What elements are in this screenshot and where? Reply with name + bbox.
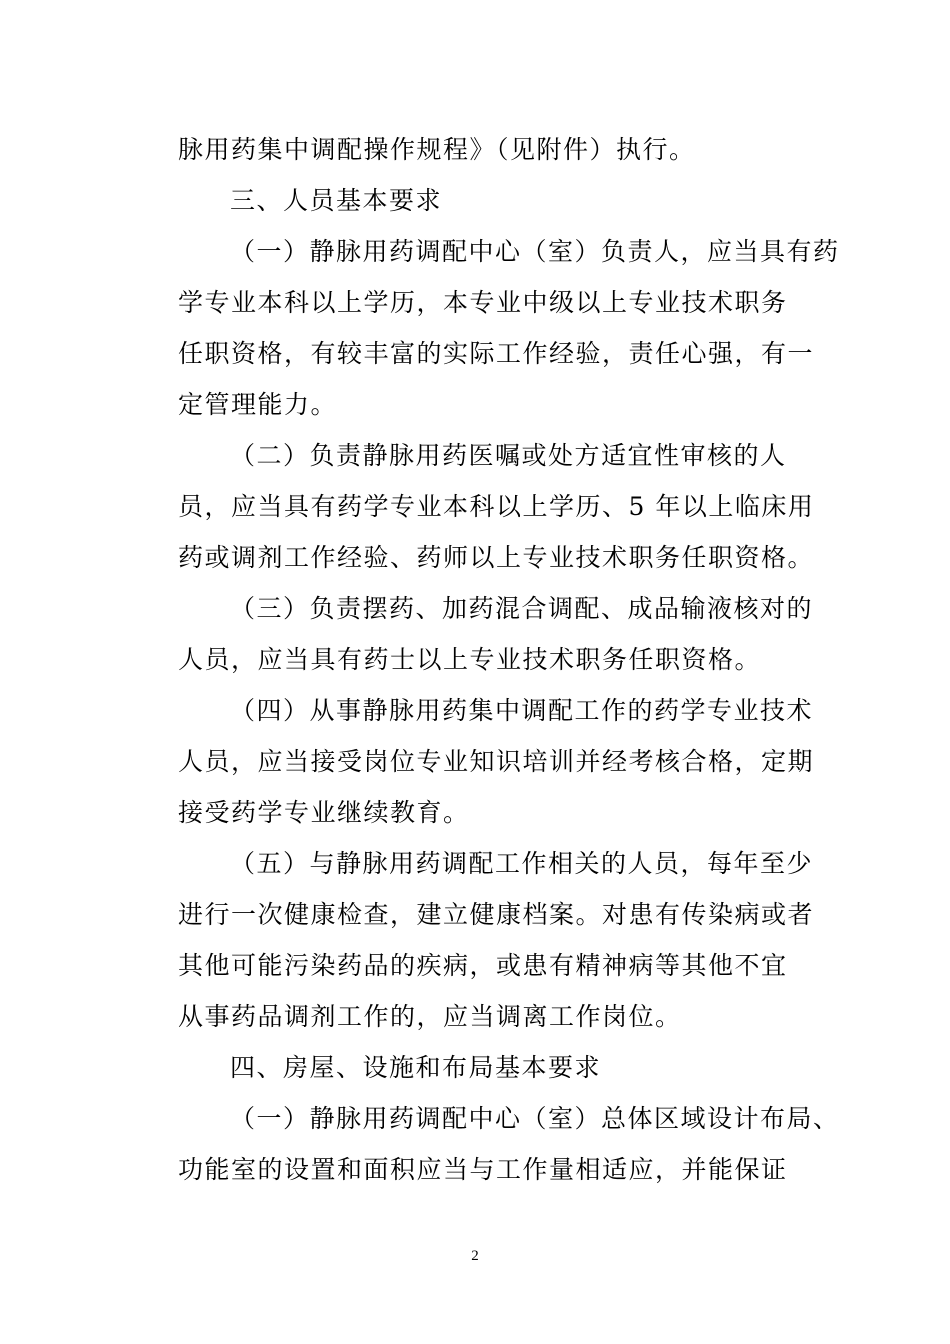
text-line: 人员，应当接受岗位专业知识培训并经考核合格，定期	[178, 747, 815, 776]
text-line: （一）静脉用药调配中心（室）总体区域设计布局、	[230, 1104, 840, 1133]
section-heading: 四、房屋、设施和布局基本要求	[230, 1053, 602, 1082]
text-line: 脉用药集中调配操作规程》（见附件）执行。	[178, 135, 696, 164]
text-line: 接受药学专业继续教育。	[178, 798, 470, 827]
text-line: （二）负责静脉用药医嘱或处方适宜性审核的人	[230, 441, 787, 470]
text-line: 人员，应当具有药士以上专业技术职务任职资格。	[178, 645, 762, 674]
text-line: （一）静脉用药调配中心（室）负责人，应当具有药	[230, 237, 840, 266]
text-line: （三）负责摆药、加药混合调配、成品输液核对的	[230, 594, 814, 623]
text-line: 员，应当具有药学专业本科以上学历、5 年以上临床用	[178, 492, 815, 521]
text-line: （四）从事静脉用药集中调配工作的药学专业技术	[230, 696, 814, 725]
text-line: 学专业本科以上学历，本专业中级以上专业技术职务	[178, 288, 788, 317]
page-number: 2	[471, 1248, 479, 1264]
text-line: 药或调剂工作经验、药师以上专业技术职务任职资格。	[178, 543, 815, 572]
text-line: 功能室的设置和面积应当与工作量相适应，并能保证	[178, 1155, 788, 1184]
text-line: 其他可能污染药品的疾病，或患有精神病等其他不宜	[178, 951, 788, 980]
text-line: 任职资格，有较丰富的实际工作经验，责任心强，有一	[178, 339, 815, 368]
text-line: 进行一次健康检查，建立健康档案。对患有传染病或者	[178, 900, 815, 929]
section-heading: 三、人员基本要求	[230, 186, 443, 215]
text-line: 从事药品调剂工作的，应当调离工作岗位。	[178, 1002, 682, 1031]
text-line: （五）与静脉用药调配工作相关的人员，每年至少	[230, 849, 814, 878]
text-line: 定管理能力。	[178, 390, 338, 419]
